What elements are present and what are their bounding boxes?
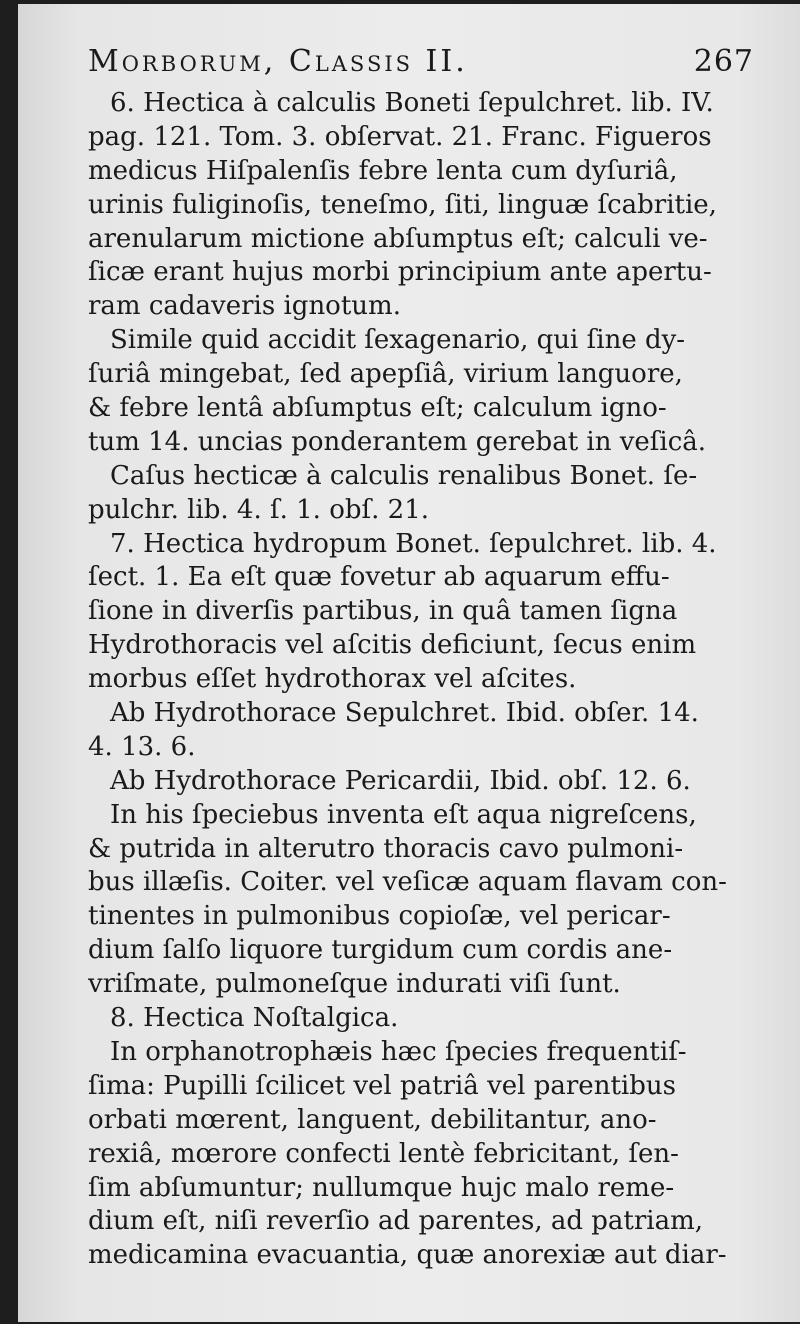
page-text xyxy=(88,44,754,1274)
book-page xyxy=(18,4,800,1322)
text-line: ſect. 1. Ea eſt quæ fovetur ab aquarum effu- xyxy=(88,562,670,593)
text-line: ſima: Pupilli ſcilicet vel patriâ vel parentibus xyxy=(88,1070,676,1101)
text-line: Simile quid accidit ſexagenario, qui ſine dy- xyxy=(110,325,686,356)
text-line: & putrida in alterutro thoracis cavo pulmoni- xyxy=(88,833,684,864)
text-line: dium eſt, niſi reverſio ad parentes, ad patriam, xyxy=(88,1206,704,1237)
text-line: tum 14. uncias ponderantem gerebat in veſicâ. xyxy=(88,426,707,457)
running-title: Morborum, Classis II. xyxy=(88,44,468,79)
text-line: pag. 121. Tom. 3. obſervat. 21. Franc. Figueros xyxy=(88,121,712,152)
text-line: dium ſalſo liquore turgidum cum cordis ane- xyxy=(88,935,673,966)
text-line: ſione in diverſis partibus, in quâ tamen ſigna xyxy=(88,596,678,627)
text-line: Caſus hecticæ à calculis renalibus Bonet. ſe- xyxy=(110,460,698,491)
text-line: medicamina evacuantia, quæ anorexiæ aut diar- xyxy=(88,1240,727,1271)
body-text xyxy=(88,88,754,1274)
text-line: orbati mœrent, languent, debilitantur, ano- xyxy=(88,1104,657,1135)
text-line: ram cadaveris ignotum. xyxy=(88,291,401,322)
text-line: 8. Hectica Noſtalgica. xyxy=(110,1003,399,1034)
text-line: vriſmate, pulmoneſque indurati viſi ſunt. xyxy=(88,969,621,1000)
page-number: 267 xyxy=(693,44,754,79)
text-line: morbus eſſet hydrothorax vel aſcites. xyxy=(88,664,577,695)
text-line: 7. Hectica hydropum Bonet. ſepulchret. lib. 4. xyxy=(110,528,717,559)
text-line: pulchr. lib. 4. ſ. 1. obſ. 21. xyxy=(88,494,430,525)
text-line: In orphanotrophæis hæc ſpecies frequentiſ- xyxy=(110,1036,687,1067)
text-line: 6. Hectica à calculis Boneti ſepulchret. lib. IV. xyxy=(110,88,714,118)
text-line: Ab Hydrothorace Pericardii, Ibid. obſ. 12. 6. xyxy=(110,765,691,796)
text-line: In his ſpeciebus inventa eſt aqua nigreſcens, xyxy=(110,799,697,830)
text-line: tinentes in pulmonibus copioſæ, vel pericar- xyxy=(88,901,671,932)
text-line: arenularum mictione abſumptus eſt; calculi ve- xyxy=(88,223,708,254)
text-line: 4. 13. 6. xyxy=(88,731,196,762)
text-line: bus illæſis. Coiter. vel veſicæ aquam flavam con- xyxy=(88,867,727,898)
text-line: rexiâ, mœrore confecti lentè febricitant, ſen- xyxy=(88,1138,679,1169)
text-line: urinis fuliginoſis, teneſmo, ſiti, linguæ ſcabritie, xyxy=(88,189,717,220)
text-line: Hydrothoracis vel aſcitis deficiunt, ſecus enim xyxy=(88,630,697,661)
text-line: Ab Hydrothorace Sepulchret. Ibid. obſer. 14. xyxy=(110,698,699,729)
text-line: ſicæ erant hujus morbi principium ante apertu- xyxy=(88,257,712,288)
text-line: ſim abſumuntur; nullumque hujc malo reme- xyxy=(88,1172,675,1203)
running-header xyxy=(88,44,754,88)
text-line: & febre lentâ abſumptus eſt; calculum igno- xyxy=(88,393,667,424)
text-line: ſuriâ mingebat, ſed apepſiâ, virium languore, xyxy=(88,359,683,390)
text-line: medicus Hiſpalenſis febre lenta cum dyſuriâ, xyxy=(88,155,678,186)
